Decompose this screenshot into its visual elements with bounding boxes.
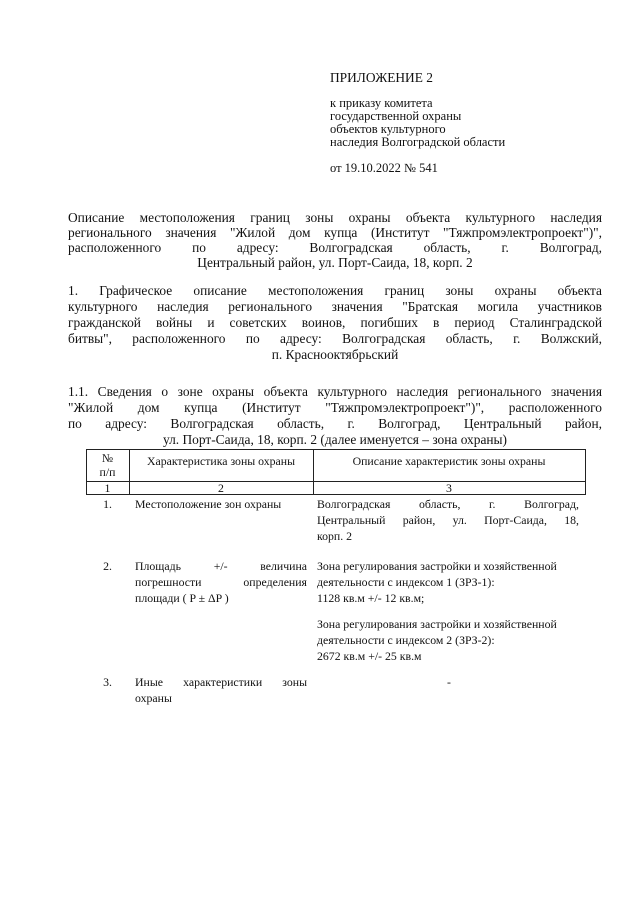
appendix-title: ПРИЛОЖЕНИЕ 2 <box>330 70 433 85</box>
section1-line: п. Краснооктябрьский <box>271 347 399 362</box>
column-number: 2 <box>218 481 224 495</box>
header-description: Описание характеристик зоны охраны <box>352 454 546 468</box>
section11-line: 1.1. Сведения о зоне охраны объекта культурного наследия регионального значения <box>68 384 602 399</box>
section1-line: 1. Графическое описание местоположения границ зоны охраны объекта <box>68 283 602 298</box>
row-characteristic: охраны <box>135 691 172 705</box>
row-description: - <box>447 675 451 689</box>
column-number: 1 <box>104 481 111 495</box>
row-number: 1. <box>103 497 112 511</box>
heading-line: регионального значения "Жилой дом купца (Институт "Тяжпромэлектропроект")", <box>68 225 602 240</box>
heading-line: Описание местоположения границ зоны охраны объекта культурного наследия <box>68 210 602 225</box>
row-characteristic: площади ( P ± ΔP ) <box>135 591 229 605</box>
appendix-line: государственной охраны <box>330 109 462 123</box>
table-border <box>86 449 586 450</box>
section11-line: по адресу: Волгоградская область, г. Волгоград, Центральный район, <box>68 416 602 431</box>
table-border <box>585 449 586 494</box>
row-description: Центральный район, ул. Порт-Саида, 18, <box>317 513 579 527</box>
row-characteristic: Площадь +/- величина <box>135 559 307 573</box>
section11-line: ул. Порт-Саида, 18, корп. 2 (далее именуется – зона охраны) <box>162 432 508 447</box>
row-characteristic: Иные характеристики зоны <box>135 675 307 689</box>
section1-line: битвы", расположенного по адресу: Волгоградская область, г. Волжский, <box>68 331 602 346</box>
row-description: деятельности с индексом 1 (ЗРЗ-1): <box>317 575 495 589</box>
row-description: 2672 кв.м +/- 25 кв.м <box>317 649 422 663</box>
section11-line: "Жилой дом купца (Институт "Тяжпромэлектропроект")", расположенного <box>68 400 602 415</box>
header-num: п/п <box>99 465 116 479</box>
header-characteristic: Характеристика зоны охраны <box>146 454 296 468</box>
row-description: деятельности с индексом 2 (ЗРЗ-2): <box>317 633 495 647</box>
row-description: 1128 кв.м +/- 12 кв.м; <box>317 591 425 605</box>
row-number: 3. <box>103 675 112 689</box>
appendix-line: наследия Волгоградской области <box>330 135 506 149</box>
appendix-line: к приказу комитета <box>330 96 433 110</box>
row-description: Зона регулирования застройки и хозяйственной <box>317 559 557 573</box>
section1-line: культурного наследия регионального значения "Братская могила участников <box>68 299 602 314</box>
heading-line: расположенного по адресу: Волгоградская область, г. Волгоград, <box>68 240 602 255</box>
heading-line: Центральный район, ул. Порт-Саида, 18, корп. 2 <box>197 255 473 270</box>
appendix-date: от 19.10.2022 № 541 <box>330 161 438 175</box>
row-description: Волгоградская область, г. Волгоград, <box>317 497 579 511</box>
row-description: корп. 2 <box>317 529 353 543</box>
row-characteristic: Местоположение зон охраны <box>135 497 282 511</box>
row-characteristic: погрешности определения <box>135 575 307 589</box>
column-number: 3 <box>446 481 452 495</box>
row-number: 2. <box>103 559 112 573</box>
header-num: № <box>101 451 114 465</box>
appendix-line: объектов культурного <box>330 122 446 136</box>
row-description: Зона регулирования застройки и хозяйственной <box>317 617 557 631</box>
section1-line: гражданской войны и советских воинов, погибших в период Сталинградской <box>68 315 602 330</box>
